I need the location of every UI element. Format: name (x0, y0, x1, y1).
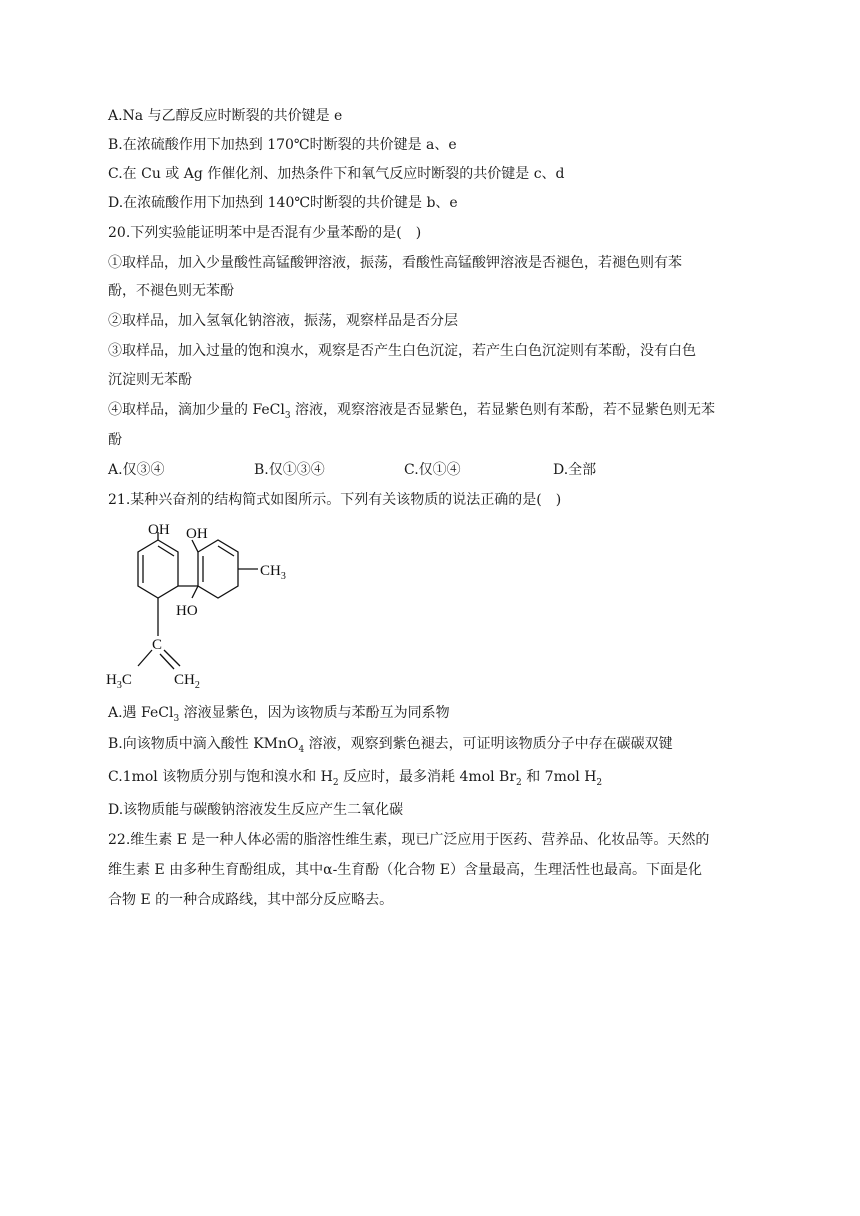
oh-label-top-right: OH (186, 526, 208, 542)
q20-option-a: A.仅③④ (108, 462, 165, 478)
q20-stem: 20.下列实验能证明苯中是否混有少量苯酚的是( ) (108, 225, 422, 241)
q21-option-a: A.遇 FeCl$_3$ 溶液显紫色，因为该物质与苯酚互为同系物 (108, 705, 450, 724)
h3c-label-left: $H_3C$ (106, 672, 132, 691)
c-label-center: C (152, 637, 163, 653)
q20-statement-3-line-2: 沉淀则无苯酚 (108, 372, 192, 388)
molecule-structure-diagram (100, 518, 320, 696)
q20-statement-4-line-2: 酚 (108, 432, 122, 448)
ho-label-bottom: HO (176, 603, 198, 619)
q22-paragraph-line-1: 22.维生素 E 是一种人体必需的脂溶性维生素，现已广泛应用于医药、营养品、化妆品等。天然的 (108, 832, 710, 848)
q20-option-d: D.全部 (553, 462, 597, 478)
q22-paragraph-line-2: 维生素 E 由多种生育酚组成，其中α-生育酚（化合物 E）含量最高，生理活性也最高。下面是化 (108, 862, 702, 878)
q20-statement-1-line-2: 酚，不褪色则无苯酚 (108, 283, 234, 299)
q22-paragraph-line-3: 合物 E 的一种合成路线，其中部分反应略去。 (108, 892, 394, 908)
q20-statement-1-line-1: ①取样品，加入少量酸性高锰酸钾溶液，振荡，看酸性高锰酸钾溶液是否褪色，若褪色则有苯 (108, 255, 682, 271)
ch2-label-right: $CH_2$ (174, 672, 200, 691)
oh-label-top-left: OH (148, 522, 170, 538)
q20-statement-4-line-1: ④取样品，滴加少量的 FeCl$_3$ 溶液，观察溶液是否显紫色，若显紫色则有苯酚，若不显紫色则无苯 (108, 402, 716, 421)
q21-option-b: B.向该物质中滴入酸性 KMnO$_4$ 溶液，观察到紫色褪去，可证明该物质分子中存在碳碳双键 (108, 736, 673, 755)
q19-option-a: A.Na 与乙醇反应时断裂的共价键是 e (108, 108, 343, 124)
q20-option-c: C.仅①④ (404, 462, 461, 478)
q21-option-d: D.该物质能与碳酸钠溶液发生反应产生二氧化碳 (108, 802, 404, 818)
q21-stem: 21.某种兴奋剂的结构简式如图所示。下列有关该物质的说法正确的是( ) (108, 492, 562, 508)
q21-option-c: C.1mol 该物质分别与饱和溴水和 $H_2$ 反应时，最多消耗 4mol $Br_2$ 和 7mol $H_2$ (108, 769, 603, 788)
q19-option-b: B.在浓硫酸作用下加热到 170℃时断裂的共价键是 a、e (108, 137, 457, 153)
q19-option-d: D.在浓硫酸作用下加热到 140℃时断裂的共价键是 b、e (108, 195, 458, 211)
ch3-label-right: $CH_3$ (260, 563, 286, 582)
q20-statement-2: ②取样品，加入氢氧化钠溶液，振荡，观察样品是否分层 (108, 313, 458, 329)
q20-option-b: B.仅①③④ (254, 462, 325, 478)
q20-statement-3-line-1: ③取样品，加入过量的饱和溴水，观察是否产生白色沉淀，若产生白色沉淀则有苯酚，没有白色 (108, 343, 696, 359)
q19-option-c: C.在 Cu 或 Ag 作催化剂、加热条件下和氧气反应时断裂的共价键是 c、d (108, 166, 565, 182)
